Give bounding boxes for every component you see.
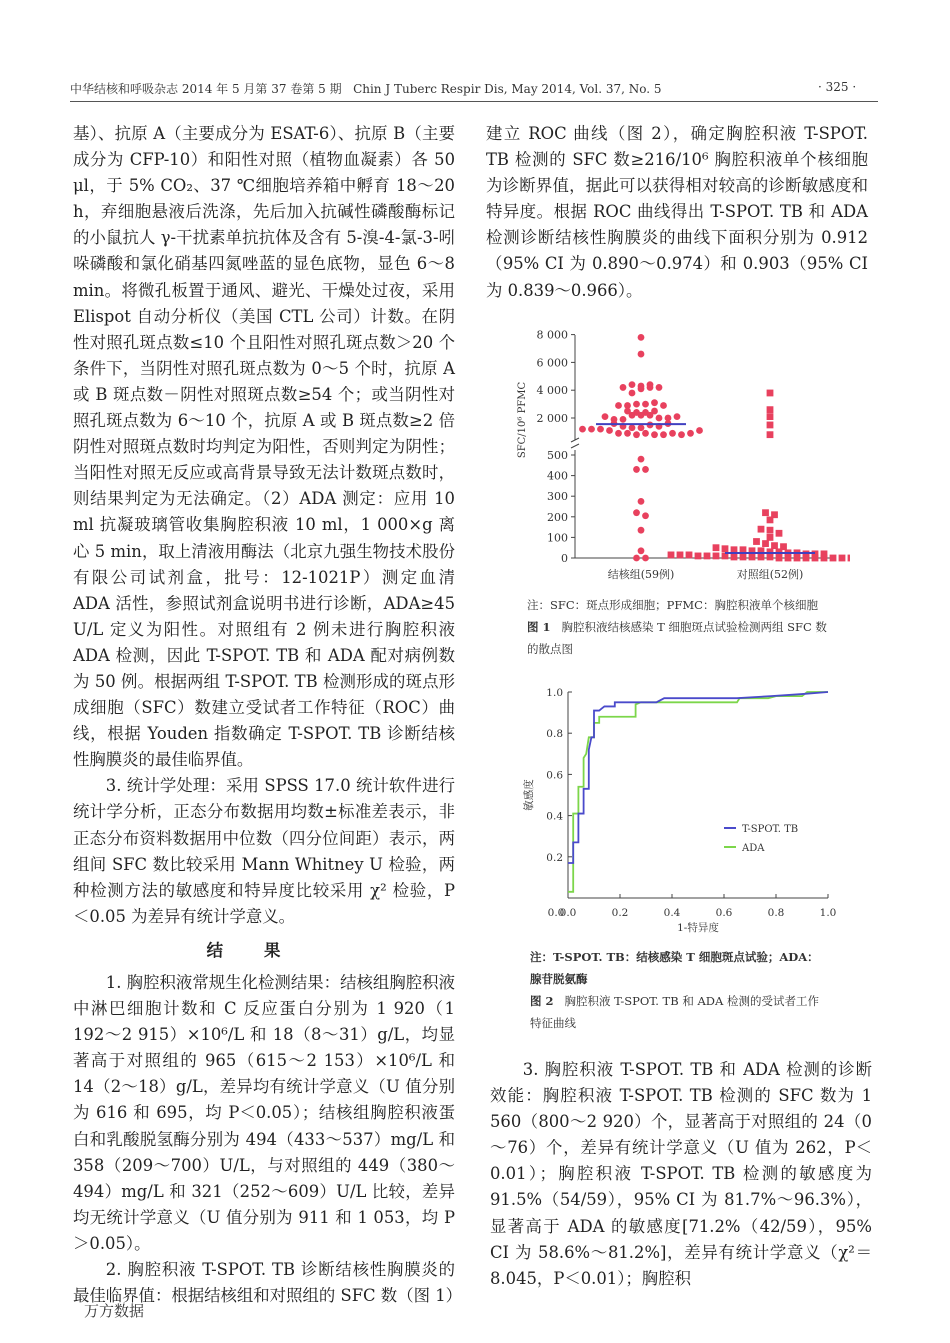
figure-1-caption [527, 594, 827, 660]
data-point-control [776, 530, 783, 537]
data-point-tb [651, 431, 658, 438]
data-point-control [749, 554, 756, 561]
data-point-tb [638, 547, 645, 554]
data-point-tb [588, 426, 595, 433]
figure-2-roc [500, 680, 850, 940]
y-tick-label: 500 [547, 449, 568, 462]
right-column-top [486, 121, 868, 304]
data-point-tb [647, 384, 654, 391]
roc-curve-tspottb [568, 692, 828, 863]
figure-1-title: 胸腔积液结核感染 T 细胞斑点试验检测两组 SFC 数的散点图 [527, 620, 827, 656]
data-point-control [830, 555, 837, 562]
y-axis-label: 敏感度 [523, 779, 535, 811]
data-point-control [767, 422, 774, 429]
legend-label: T-SPOT. TB [742, 824, 799, 835]
y-axis-label: SFC/10⁶ PFMC [517, 381, 528, 459]
data-point-control [722, 545, 729, 552]
data-point-control [686, 552, 693, 559]
y-tick-label: 200 [547, 510, 568, 524]
figure-2-note: 注：T-SPOT. TB：结核感染 T 细胞斑点试验；ADA：腺苷脱氨酶 [530, 950, 819, 986]
data-point-control [812, 555, 819, 562]
data-point-tb [629, 424, 636, 431]
data-point-tb [633, 466, 640, 473]
x-category-label: 结核组(59例) [607, 568, 675, 581]
data-point-tb [579, 426, 586, 433]
x-axis-label: 1-特异度 [677, 922, 719, 934]
figure-2-title: 胸腔积液 T-SPOT. TB 和 ADA 检测的受试者工作特征曲线 [530, 994, 819, 1030]
x-tick-label: 0.4 [663, 907, 681, 919]
page-number: · 325 · [818, 80, 857, 94]
data-point-control [695, 553, 702, 560]
data-point-tb [674, 413, 681, 420]
y-tick-label: 2 000 [536, 412, 568, 425]
data-point-tb [629, 390, 636, 397]
data-point-tb [638, 334, 645, 341]
data-point-tb [687, 430, 694, 437]
x-tick-label: 0.0 [559, 907, 577, 919]
diagnostic-efficacy-paragraph: 3. 胸腔积液 T-SPOT. TB 和 ADA 检测的诊断效能：胸腔积液 T-SPOT. TB 检测的 SFC 数为 1 560（800～2 920）个，显著高于对照组的 24（0～76）个，差异有统计学意义（U 值为 262，P＜0.01）；胸腔积液 T-SPOT. TB 检测的敏感度为 91.5%（54/59），95% CI 为 81.7%～96.3%），显著高于 ADA 的敏感度[71.2%（42/59），95% CI 为 58.6%～81.2%]，差异有统计学意义（χ²＝8.045，P＜0.01）；胸腔积 [490, 1060, 872, 1288]
y-tick-label: 300 [547, 490, 568, 504]
data-point-tb [633, 555, 640, 562]
methods-paragraph: 基）、抗原 A（主要成分为 ESAT-6）、抗原 B（主要成分为 CFP-10）和阳性对照（植物血凝素）各 50 μl，于 5% CO₂、37 ℃细胞培养箱中孵育 18～20 h，弃细胞悬液后洗涤，先后加入抗碱性磷酸酶标记的小鼠抗人 γ-干扰素单抗抗体及含有 5-溴-4-氯-3-吲哚磷酸和氯化硝基四氮唑蓝的显色底物，显色 6～8 min。将微孔板置于通风、避光、干燥处过夜，采用 Elispot 自动分析仪（美国 CTL 公司）计数。在阴性对照孔斑点数≤10 个且阳性对照孔斑点数＞20 个条件下，当阴性对照孔斑点数为 0～5 个时，抗原 A 或 B 斑点数－阴性对照斑点数≥54 个；或当阴性对照孔斑点数为 6～10 个，抗原 A 或 B 斑点数≥2 倍阴性对照斑点数时均判定为阳性，否则判定为阴性；当阳性对照无反应或高背景导致无法计数斑点数时，则结果判定为无法确定。（2）ADA 测定：应用 10 ml 抗凝玻璃管收集胸腔积液 10 ml，1 000×g 离心 5 min，取上清液用酶法（北京九强生物技术股份有限公司试剂盒，批号：12-1021P）测定血清 ADA 活性，参照试剂盒说明书进行诊断，ADA≥45 U/L 定义为阳性。对照组有 2 例未进行胸腔积液 ADA 检测，因此 T-SPOT. TB 和 ADA 配对病例数为 50 例。根据两组 T-SPOT. TB 检测形成的斑点形成细胞（SFC）数建立受试者工作特征（ROC）曲线，根据 Youden 指数确定 T-SPOT. TB 诊断结核性胸膜炎的最佳临界值。 [73, 124, 455, 770]
x-category-label: 对照组(52例) [736, 568, 804, 581]
data-point-control [767, 554, 774, 561]
data-point-tb [669, 430, 676, 437]
data-point-tb [633, 509, 640, 516]
data-point-tb [642, 512, 649, 519]
data-point-control [713, 553, 720, 560]
data-point-tb [597, 426, 604, 433]
data-point-control [713, 544, 720, 551]
data-point-tb [656, 384, 663, 391]
roc-curve-ada [568, 692, 828, 892]
data-point-tb [642, 555, 649, 562]
data-point-control [767, 390, 774, 397]
y-tick-label: 0.6 [546, 769, 563, 782]
data-point-tb [696, 427, 703, 434]
data-point-tb [629, 412, 636, 419]
data-point-control [740, 554, 747, 561]
data-point-control [794, 555, 801, 562]
results-heading: 结果 [206, 940, 322, 960]
data-point-control [767, 406, 774, 413]
data-point-control [776, 548, 783, 555]
data-point-control [803, 555, 810, 562]
data-point-tb [642, 401, 649, 408]
data-point-tb [615, 402, 622, 409]
data-point-tb [615, 430, 622, 437]
y-tick-label: 6 000 [536, 356, 568, 370]
figure-2-caption [530, 946, 830, 1034]
data-point-control [771, 542, 778, 549]
data-point-control [767, 516, 774, 523]
y-tick-label: 4 000 [536, 384, 568, 398]
footer-watermark: 万方数据 [84, 1302, 145, 1320]
journal-cn: 中华结核和呼吸杂志 2014 年 5 月第 37 卷第 5 期 [70, 82, 342, 96]
data-point-control [762, 540, 769, 547]
y-tick-label: 0.2 [546, 851, 563, 864]
data-point-tb [606, 427, 613, 434]
legend-label: ADA [742, 843, 765, 854]
figure-1-label: 图 1 [527, 620, 551, 634]
running-header-journal [70, 80, 662, 97]
data-point-control [821, 555, 828, 562]
data-point-tb [647, 412, 654, 419]
y-tick-label: 8 000 [536, 328, 568, 342]
figure-1-note: 注：SFC：斑点形成细胞；PFMC：胸腔积液单个核细胞 [527, 598, 818, 612]
data-point-tb [656, 415, 663, 422]
data-point-tb [642, 430, 649, 437]
data-point-control [785, 555, 792, 562]
figure-1-scatter [500, 320, 850, 590]
data-point-control [776, 555, 783, 562]
data-point-tb [638, 351, 645, 358]
journal-en: Chin J Tuberc Respir Dis, May 2014, Vol. 37, No. 5 [353, 82, 662, 96]
data-point-control [668, 552, 675, 559]
data-point-control [767, 431, 774, 438]
x-tick-label: 0.2 [611, 907, 629, 919]
results-paragraph-2: 2. 胸腔积液 T-SPOT. TB 诊断结核性胸膜炎的最佳临界值：根据结核组和对照组的 SFC 数（图 1） [73, 1260, 463, 1306]
data-point-tb [638, 412, 645, 419]
y-tick-label: 0.4 [546, 810, 563, 823]
data-point-control [758, 526, 765, 533]
data-point-control [758, 554, 765, 561]
data-point-tb [678, 431, 685, 438]
right-column-bottom [490, 1057, 872, 1292]
results-paragraph-1: 1. 胸腔积液常规生化检测结果：结核组胸腔积液中淋巴细胞计数和 C 反应蛋白分别为 1 920（1 192～2 915）×10⁶/L 和 18（8～31）g/L，均显著高于对照组的 965（615～2 153）×10⁶/L 和 14（2～18）g/L，差异均有统计学意义（U 值分别为 616 和 695，均 P＜0.05）；结核组胸腔积液蛋白和乳酸脱氢酶分别为 494（433～537）mg/L 和 358（209～700）U/L，与对照组的 449（380～494）mg/L 和 321（252～609）U/L 比较，差异均无统计学意义（U 值分别为 911 和 1 053，均 P＞0.05）。 [73, 973, 455, 1253]
data-point-control [848, 555, 850, 562]
data-point-control [767, 527, 774, 534]
data-point-control [767, 413, 774, 420]
figure-2-label: 图 2 [530, 994, 554, 1008]
data-point-tb [642, 466, 649, 473]
data-point-tb [638, 456, 645, 463]
x-tick-label: 1.0 [819, 907, 837, 919]
data-point-control [704, 553, 711, 560]
data-point-tb [624, 430, 631, 437]
origin-label: 0.0 [547, 907, 565, 919]
y-tick-label: 400 [547, 469, 568, 483]
data-point-tb [633, 401, 640, 408]
left-column [73, 121, 463, 1309]
data-point-tb [633, 431, 640, 438]
data-point-tb [620, 384, 627, 391]
data-point-tb [660, 402, 667, 409]
data-point-tb [638, 385, 645, 392]
data-point-tb [638, 498, 645, 505]
x-tick-label: 0.6 [715, 907, 733, 919]
y-tick-label: 100 [547, 531, 568, 545]
data-point-control [767, 534, 774, 541]
data-point-tb [602, 413, 609, 420]
axis-break-mark [571, 438, 579, 448]
y-tick-label: 0 [561, 552, 568, 565]
data-point-control [753, 538, 760, 545]
data-point-control [762, 509, 769, 516]
y-tick-label: 0.8 [546, 728, 563, 741]
y-tick-label: 1.0 [546, 687, 563, 699]
data-point-tb [651, 399, 658, 406]
x-tick-label: 0.8 [767, 907, 785, 919]
data-point-tb [660, 431, 667, 438]
data-point-control [839, 555, 846, 562]
data-point-tb [638, 424, 645, 431]
statistics-paragraph: 3. 统计学处理：采用 SPSS 17.0 统计软件进行统计学分析，正态分布数据用均数±标准差表示，非正态分布资料数据用中位数（四分位间距）表示，两组间 SFC 数比较采用 Mann Whitney U 检验，两种检测方法的敏感度和特异度比较采用 χ² 检验，P＜0.05 为差异有统计学意义。 [73, 776, 455, 926]
header-rule [70, 101, 878, 102]
roc-paragraph: 建立 ROC 曲线（图 2），确定胸腔积液 T-SPOT. TB 检测的 SFC 数≥216/10⁶ 胸腔积液单个核细胞为诊断界值，据此可以获得相对较高的诊断敏感度和特异度。根据 ROC 曲线得出 T-SPOT. TB 和 ADA 检测诊断结核性胸膜炎的曲线下面积分别为 0.912（95% CI 为 0.890～0.974）和 0.903（95% CI 为 0.839～0.966）。 [486, 124, 868, 300]
data-point-tb [620, 416, 627, 423]
data-point-control [677, 552, 684, 559]
data-point-tb [638, 527, 645, 534]
data-point-tb [629, 381, 636, 388]
data-point-control [731, 554, 738, 561]
